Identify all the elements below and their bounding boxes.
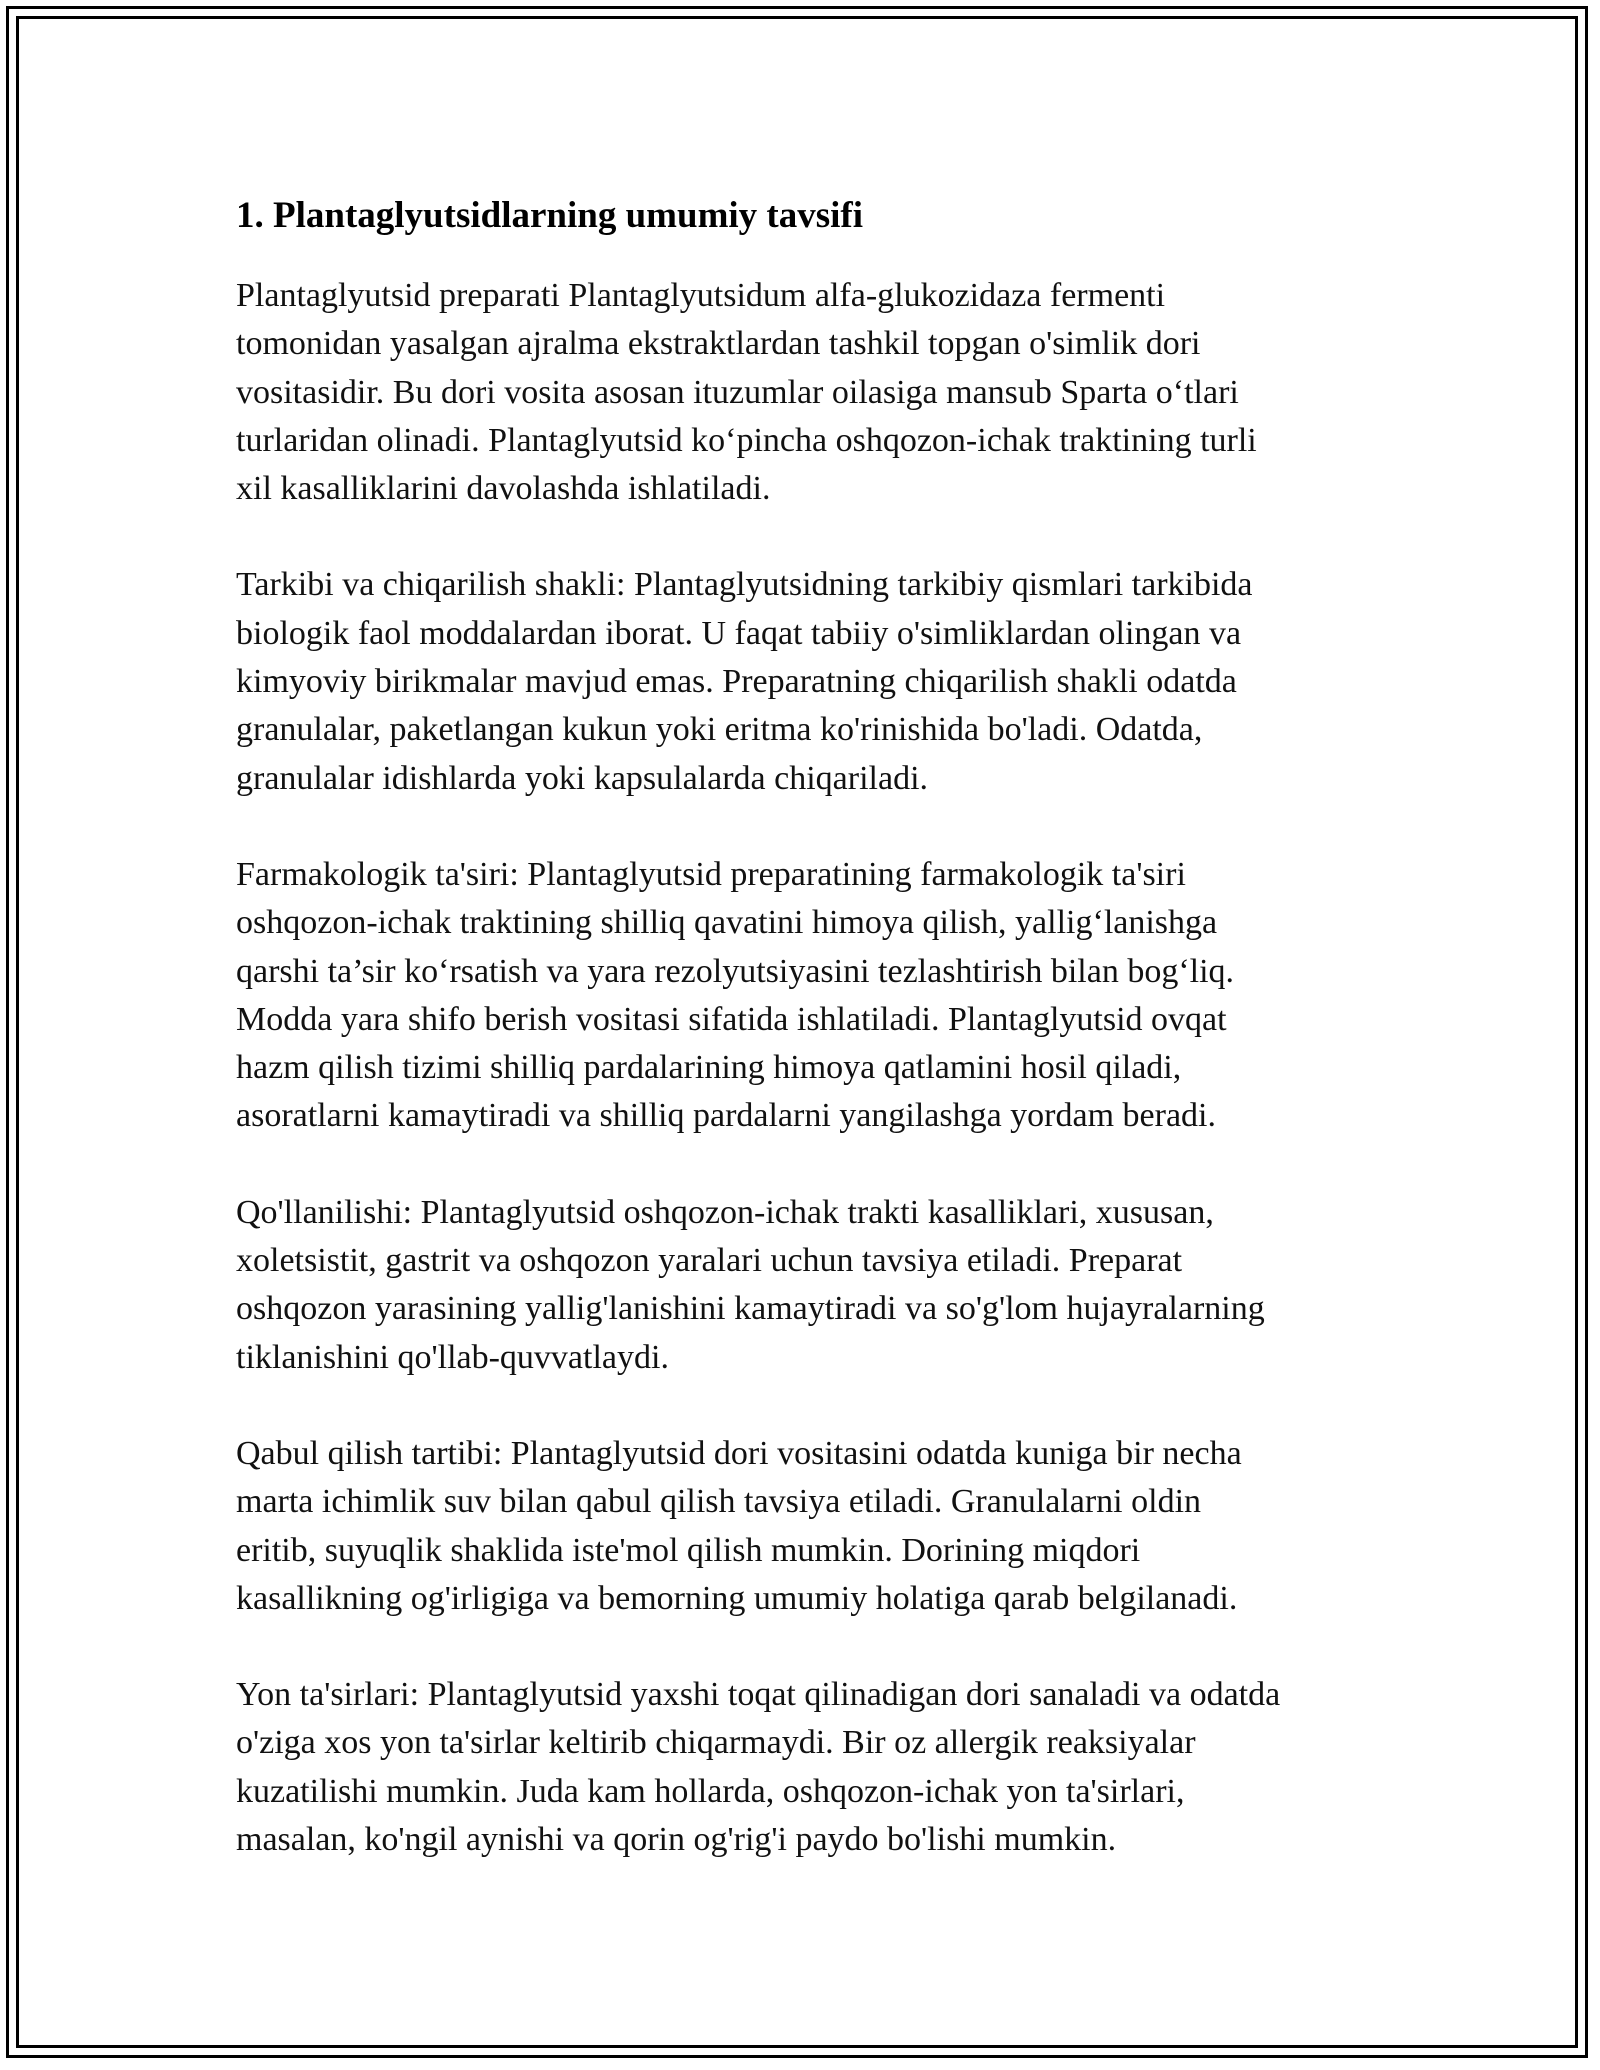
paragraph-pharmacology: Farmakologik ta'siri: Plantaglyutsid preparatining farmakologik ta'siri oshqozon-ichak traktining shilliq qavatini himoya qilish, yallig‘lanishga qarshi ta’sir ko‘rsatish va yara rezolyutsiyasini tezlashtirish bilan bog‘liq. Modda yara shifo berish vositasi sifatida ishlatiladi. Plantaglyutsid ovqat hazm qilish tizimi shilliq pardalarining himoya qatlamini hosil qiladi, asoratlarni kamaytiradi va shilliq pardalarni yangilashga yordam beradi.: [236, 855, 1235, 1135]
paragraph-dosage: Qabul qilish tartibi: Plantaglyutsid dori vositasini odatda kuniga bir necha marta ichimlik suv bilan qabul qilish tavsiya etiladi. Granulalarni oldin eritib, suyuqlik shaklida iste'mol qilish mumkin. Dorining miqdori kasallikning og'irligiga va bemorning umumiy holatiga qarab belgilanadi.: [236, 1434, 1242, 1617]
paragraph-indications: Qo'llanilishi: Plantaglyutsid oshqozon-ichak trakti kasalliklari, xususan, xoletsistit, gastrit va oshqozon yaralari uchun tavsiya etiladi. Preparat oshqozon yarasining yallig'lanishini kamaytiradi va so'g'lom hujayralarning tiklanishini qo'llab-quvvatlaydi.: [236, 1193, 1265, 1376]
document-body: [236, 188, 1376, 1912]
paragraph-composition: Tarkibi va chiqarilish shakli: Plantaglyutsidning tarkibiy qismlari tarkibida biologik faol moddalardan iborat. U faqat tabiiy o'simliklardan olingan va kimyoviy birikmalar mavjud emas. Preparatning chiqarilish shakli odatda granulalar, paketlangan kukun yoki eritma ko'rinishida bo'ladi. Odatda, granulalar idishlarda yoki kapsulalarda chiqariladi.: [236, 566, 1253, 797]
section-heading: 1. Plantaglyutsidlarning umumiy tavsifi: [236, 195, 864, 236]
paragraph-overview: Plantaglyutsid preparati Plantaglyutsidum alfa-glukozidaza fermenti tomonidan yasalgan ajralma ekstraktlardan tashkil topgan o'simlik dori vositasidir. Bu dori vosita asosan ituzumlar oilasiga mansub Sparta o‘tlari turlaridan olinadi. Plantaglyutsid ko‘pincha oshqozon-ichak traktining turli xil kasalliklarini davolashda ishlatiladi.: [236, 277, 1257, 508]
paragraph-side-effects: Yon ta'sirlari: Plantaglyutsid yaxshi toqat qilinadigan dori sanaladi va odatda o'ziga xos yon ta'sirlar keltirib chiqarmaydi. Bir oz allergik reaksiyalar kuzatilishi mumkin. Juda kam hollarda, oshqozon-ichak yon ta'sirlari, masalan, ko'ngil aynishi va qorin og'rig'i paydo bo'lishi mumkin.: [236, 1676, 1281, 1859]
